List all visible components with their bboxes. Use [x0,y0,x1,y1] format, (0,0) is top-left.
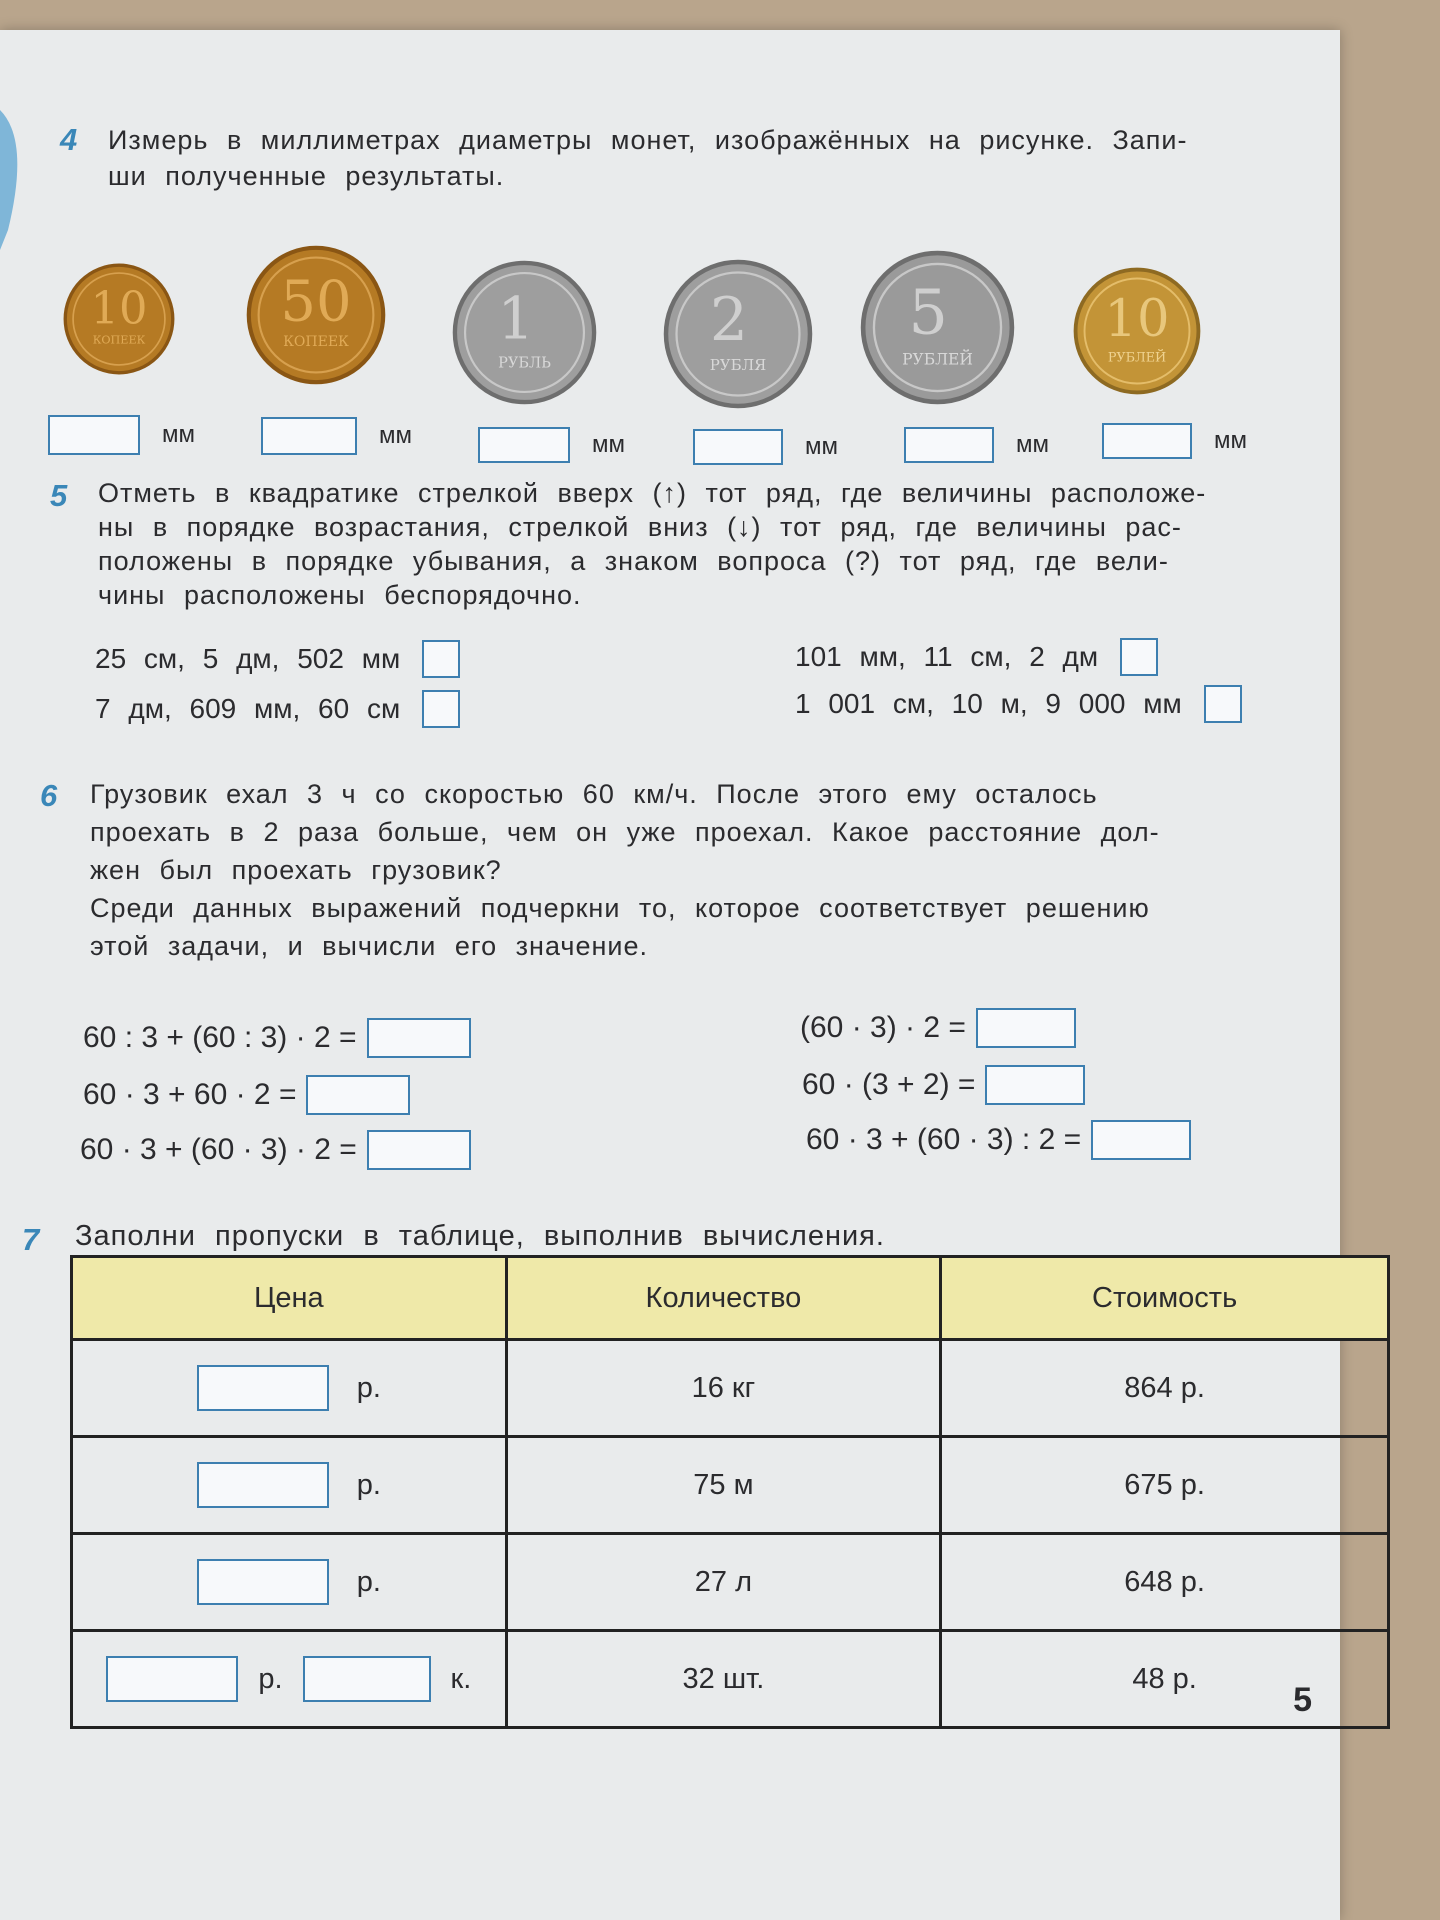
order-row-text: 101 мм, 11 см, 2 дм [795,641,1099,672]
price-answer-box[interactable] [197,1462,329,1508]
task-6-line: Грузовик ехал 3 ч со скоростью 60 км/ч. После этого ему осталось [90,779,1098,809]
rub-label: р. [356,1468,381,1501]
page-number: 5 [1293,1681,1312,1719]
task-5-line: ны в порядке возрастания, стрелкой вниз (↓) тот ряд, где величины рас- [98,512,1182,542]
coin-2-answer [261,417,412,455]
coin-answers [48,415,1268,475]
coin-2-value: 50 [280,269,352,335]
coin-4-label: РУБЛЯ [709,356,767,374]
coin-2-answer-box[interactable] [261,417,357,455]
order-row-3 [795,638,1158,676]
coin-50-kopeek [241,245,391,385]
task-5-line: положены в порядке убывания, а знаком вопроса (?) тот ряд, где вели- [98,546,1169,576]
coin-5-answer-box[interactable] [904,427,994,463]
expression-4 [800,1008,1076,1048]
cost-cell: 48 р. [941,1631,1389,1728]
expression-5 [802,1065,1085,1105]
coin-4-value: 2 [709,285,749,355]
task-6-number: 6 [40,778,58,813]
task-6-line: жен был проехать грузовик? [90,855,502,885]
table-row [72,1437,1389,1534]
table-row [72,1534,1389,1631]
price-cell [72,1631,507,1728]
task-5-line: чины расположены беспорядочно. [98,580,582,610]
order-row-4 [795,685,1242,723]
expression-answer-box[interactable] [976,1008,1076,1048]
price-rub-answer-box[interactable] [106,1656,238,1702]
kop-label: к. [450,1662,472,1695]
task-5-line: Отметь в квадратике стрелкой вверх (↑) тот ряд, где величины расположе- [98,478,1207,508]
rub-label: р. [356,1371,381,1404]
task-4-text [108,122,1268,194]
expression-3 [80,1130,471,1170]
workbook-page [0,30,1340,1920]
coin-6-label: РУБЛЕЙ [1107,350,1167,366]
coin-4-answer [693,429,838,465]
expression-text: 60 : 3 + (60 : 3) · 2 = [83,1021,357,1054]
task-6-line: Среди данных выражений подчеркни то, которое соответствует решению [90,893,1150,923]
table-row [72,1340,1389,1437]
price-cell [72,1437,507,1534]
coin-1-value: 10 [90,281,148,335]
coin-5-value: 5 [908,275,948,349]
expression-answer-box[interactable] [985,1065,1085,1105]
price-answer-box[interactable] [197,1559,329,1605]
expression-1 [83,1018,471,1058]
table-row [72,1631,1389,1728]
task-4-text-line2: ши полученные результаты. [108,161,505,191]
coin-1-answer-box[interactable] [48,415,140,455]
rub-label: р. [258,1662,283,1695]
coin-6-value: 10 [1104,289,1170,350]
coin-4-answer-box[interactable] [693,429,783,465]
order-row-text: 1 001 см, 10 м, 9 000 мм [795,688,1182,719]
coins-row [55,255,1255,415]
rub-label: р. [356,1565,381,1598]
expression-text: 60 · 3 + (60 · 3) : 2 = [806,1123,1082,1156]
coin-6-answer [1102,423,1247,459]
expression-answer-box[interactable] [367,1018,471,1058]
coin-2-label: КОПЕЕК [283,333,349,350]
price-kop-answer-box[interactable] [303,1656,431,1702]
order-row-text: 25 см, 5 дм, 502 мм [95,643,401,674]
expression-answer-box[interactable] [1091,1120,1191,1160]
price-cell [72,1534,507,1631]
order-row-2 [95,690,460,728]
expression-6 [806,1120,1191,1160]
order-row-checkbox[interactable] [422,690,460,728]
task-6-line: проехать в 2 раза больше, чем он уже проехал. Какое расстояние дол- [90,817,1160,847]
coin-5-rubles [855,250,1020,405]
unit-mm: мм [1214,427,1247,454]
coin-1-ruble [447,260,602,405]
price-cell [72,1340,507,1437]
task-5-text [98,476,1278,612]
expression-answer-box[interactable] [367,1130,471,1170]
unit-mm: мм [805,433,838,460]
task-7-text: Заполни пропуски в таблице, выполнив вычисления. [75,1220,885,1252]
quantity-cell: 27 л [506,1534,941,1631]
quantity-cell: 32 шт. [506,1631,941,1728]
coin-2-rubles [657,259,819,409]
coin-3-label: РУБЛЬ [498,355,551,372]
coin-10-rubles [1067,267,1207,395]
header-quantity: Количество [506,1257,941,1340]
expression-text: 60 · 3 + (60 · 3) · 2 = [80,1133,357,1166]
coin-1-label: КОПЕЕК [92,333,146,347]
order-row-1 [95,640,460,678]
order-row-checkbox[interactable] [422,640,460,678]
coin-10-kopeek [58,263,180,375]
header-cost: Стоимость [941,1257,1389,1340]
task-6-text [90,775,1300,965]
coin-5-answer [904,427,1049,463]
task-4-number: 4 [60,122,78,157]
expression-2 [83,1075,410,1115]
task-6-line: этой задачи, и вычисли его значение. [90,931,648,961]
coin-5-label: РУБЛЕЙ [902,350,973,369]
quantity-cell: 16 кг [506,1340,941,1437]
cost-cell: 648 р. [941,1534,1389,1631]
header-price: Цена [72,1257,507,1340]
task-5-number: 5 [50,478,68,513]
cost-cell: 675 р. [941,1437,1389,1534]
unit-mm: мм [1016,431,1049,458]
price-table [70,1255,1390,1729]
expression-text: 60 · 3 + 60 · 2 = [83,1078,297,1111]
coin-3-answer-box[interactable] [478,427,570,463]
coin-6-answer-box[interactable] [1102,423,1192,459]
unit-mm: мм [162,421,195,448]
unit-mm: мм [379,422,412,449]
expression-answer-box[interactable] [306,1075,410,1115]
order-row-checkbox[interactable] [1204,685,1242,723]
coin-1-answer [48,415,195,455]
quantity-cell: 75 м [506,1437,941,1534]
page-edge-decoration [0,30,40,1920]
task-7-number: 7 [22,1222,40,1257]
cost-cell: 864 р. [941,1340,1389,1437]
task-4-text-line1: Измерь в миллиметрах диаметры монет, изображённых на рисунке. Запи- [108,125,1188,155]
expression-text: (60 · 3) · 2 = [800,1011,966,1044]
order-row-text: 7 дм, 609 мм, 60 см [95,693,401,724]
price-answer-box[interactable] [197,1365,329,1411]
expression-text: 60 · (3 + 2) = [802,1068,976,1101]
unit-mm: мм [592,431,625,458]
coin-3-answer [478,427,625,463]
table-header-row [72,1257,1389,1340]
order-row-checkbox[interactable] [1120,638,1158,676]
coin-3-value: 1 [497,284,535,353]
